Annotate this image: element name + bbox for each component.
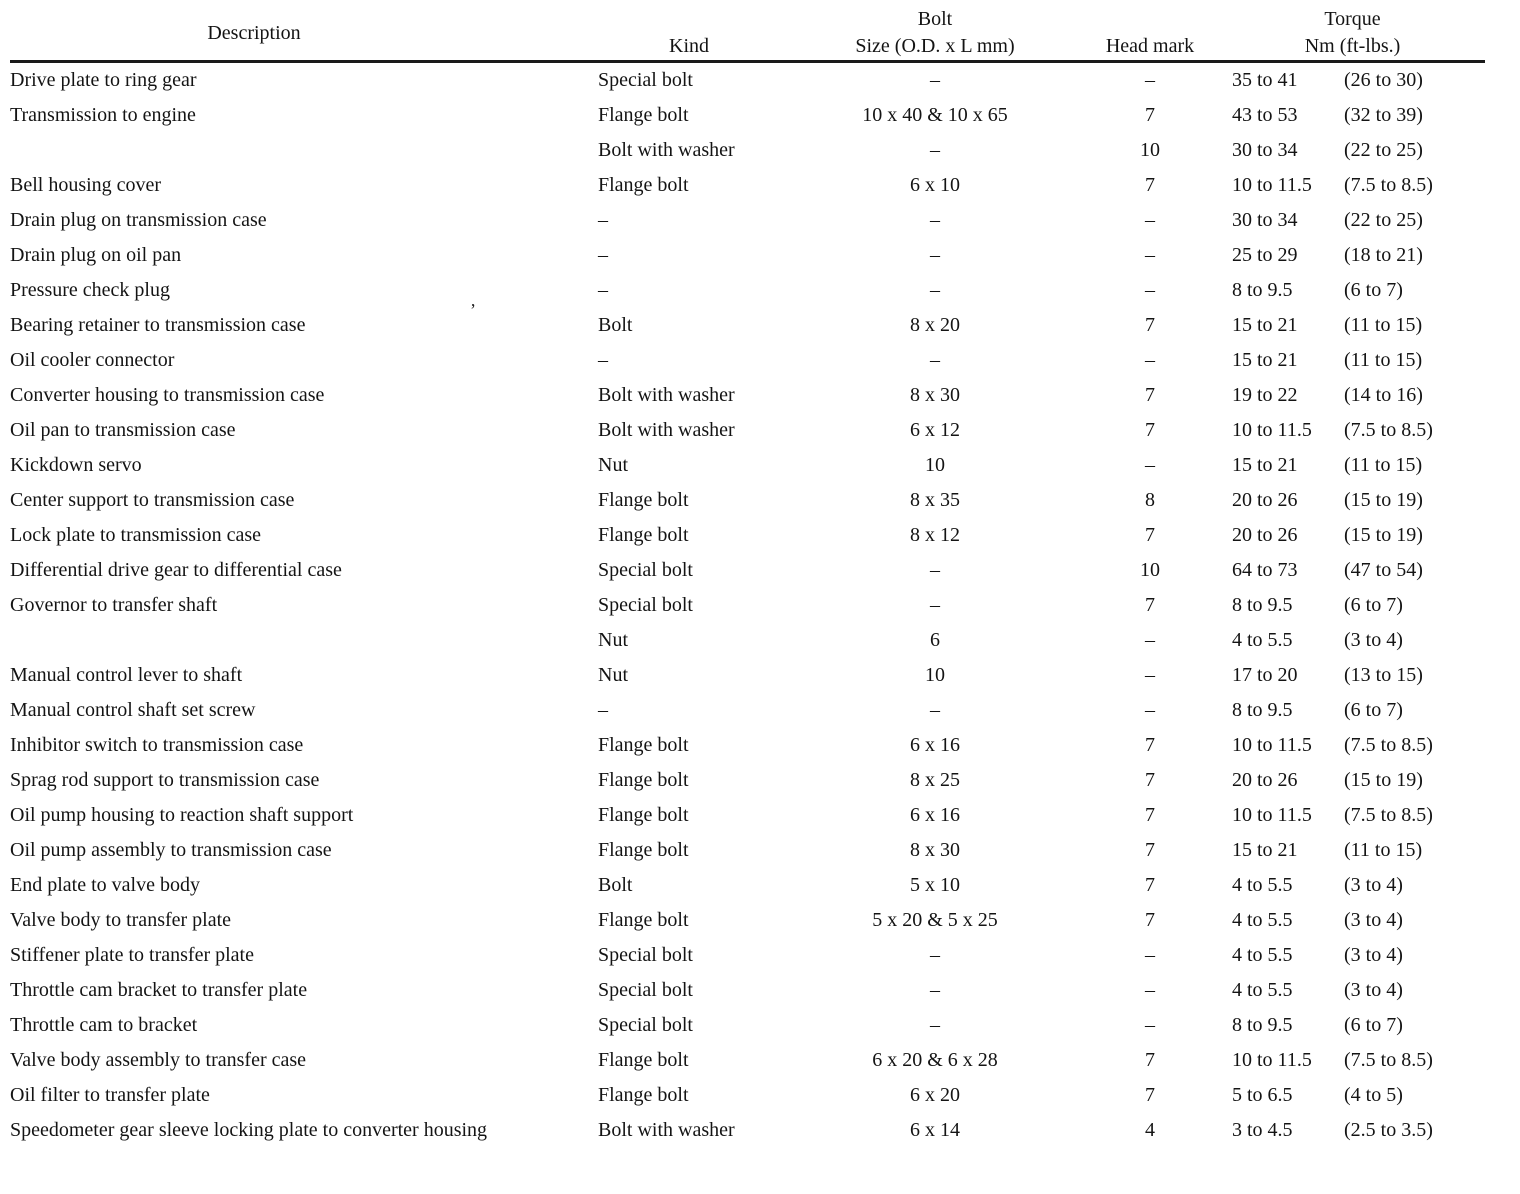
torque-nm-value: 10 to 11.5 <box>1232 419 1312 441</box>
table-row <box>10 658 1485 693</box>
torque-ftlbs-value: (7.5 to 8.5) <box>1344 804 1433 826</box>
torque-spec-table <box>10 6 1485 1148</box>
cell-torque <box>1220 448 1485 483</box>
cell-kind: Flange bolt <box>598 1084 689 1106</box>
cell-head-mark: 7 <box>1145 839 1155 861</box>
cell-description: Oil cooler connector <box>10 349 175 371</box>
cell-head-mark: 7 <box>1145 174 1155 196</box>
cell-kind: Special bolt <box>598 594 693 616</box>
cell-head-mark: 7 <box>1145 104 1155 126</box>
cell-head-mark: – <box>1145 664 1155 686</box>
cell-head-mark: 7 <box>1145 804 1155 826</box>
column-header-head-mark: Head mark <box>1105 35 1195 57</box>
cell-size: 6 x 12 <box>910 419 960 441</box>
torque-nm-value: 10 to 11.5 <box>1232 734 1312 756</box>
cell-kind: Flange bolt <box>598 804 689 826</box>
cell-head-mark: 4 <box>1145 1119 1155 1141</box>
cell-size: 5 x 20 & 5 x 25 <box>872 909 998 931</box>
cell-torque <box>1220 413 1485 448</box>
cell-size: – <box>930 209 940 231</box>
cell-size: 8 x 30 <box>910 839 960 861</box>
torque-nm-value: 3 to 4.5 <box>1232 1119 1293 1141</box>
cell-torque <box>1220 623 1485 658</box>
cell-description: Kickdown servo <box>10 454 142 476</box>
cell-head-mark: 7 <box>1145 769 1155 791</box>
cell-head-mark: 7 <box>1145 1049 1155 1071</box>
torque-ftlbs-value: (7.5 to 8.5) <box>1344 419 1433 441</box>
cell-torque <box>1220 1113 1485 1148</box>
torque-ftlbs-value: (11 to 15) <box>1344 349 1423 371</box>
torque-ftlbs-value: (6 to 7) <box>1344 594 1403 616</box>
torque-nm-value: 4 to 5.5 <box>1232 909 1293 931</box>
torque-ftlbs-value: (32 to 39) <box>1344 104 1423 126</box>
cell-head-mark: 7 <box>1145 384 1155 406</box>
cell-torque <box>1220 273 1485 308</box>
cell-description: Governor to transfer shaft <box>10 594 218 616</box>
cell-head-mark: 7 <box>1145 594 1155 616</box>
torque-nm-value: 35 to 41 <box>1232 69 1298 91</box>
cell-kind: – <box>598 244 608 266</box>
cell-description: Center support to transmission case <box>10 489 295 511</box>
column-header-kind: Kind <box>669 35 709 57</box>
cell-size: 10 <box>925 664 945 686</box>
torque-ftlbs-value: (6 to 7) <box>1344 279 1403 301</box>
cell-head-mark: 7 <box>1145 734 1155 756</box>
cell-kind: Special bolt <box>598 1014 693 1036</box>
cell-description: Oil pump housing to reaction shaft support <box>10 804 354 826</box>
cell-head-mark: 7 <box>1145 874 1155 896</box>
cell-description: Bearing retainer to transmission case <box>10 314 306 336</box>
cell-torque <box>1220 168 1485 203</box>
cell-description: Manual control shaft set screw <box>10 699 256 721</box>
cell-size: – <box>930 699 940 721</box>
cell-kind: Nut <box>598 629 628 651</box>
cell-size: – <box>930 349 940 371</box>
cell-description: Stiffener plate to transfer plate <box>10 944 254 966</box>
torque-nm-value: 8 to 9.5 <box>1232 594 1293 616</box>
torque-nm-value: 4 to 5.5 <box>1232 629 1293 651</box>
table-row <box>10 448 1485 483</box>
torque-nm-value: 10 to 11.5 <box>1232 804 1312 826</box>
cell-head-mark: 7 <box>1145 419 1155 441</box>
cell-torque <box>1220 973 1485 1008</box>
cell-size: 6 x 20 <box>910 1084 960 1106</box>
cell-torque <box>1220 308 1485 343</box>
table-row <box>10 273 1485 308</box>
table-row <box>10 553 1485 588</box>
cell-head-mark: 8 <box>1145 489 1155 511</box>
cell-head-mark: – <box>1145 349 1155 371</box>
cell-torque <box>1220 763 1485 798</box>
torque-nm-value: 15 to 21 <box>1232 349 1298 371</box>
torque-ftlbs-value: (22 to 25) <box>1344 139 1423 161</box>
cell-description: Drain plug on transmission case <box>10 209 267 231</box>
cell-kind: Bolt with washer <box>598 139 735 161</box>
cell-torque <box>1220 238 1485 273</box>
cell-size: 8 x 12 <box>910 524 960 546</box>
cell-head-mark: – <box>1145 244 1155 266</box>
cell-head-mark: – <box>1145 454 1155 476</box>
torque-nm-value: 20 to 26 <box>1232 489 1298 511</box>
torque-nm-value: 17 to 20 <box>1232 664 1298 686</box>
torque-ftlbs-value: (4 to 5) <box>1344 1084 1403 1106</box>
torque-ftlbs-value: (13 to 15) <box>1344 664 1423 686</box>
table-row <box>10 798 1485 833</box>
cell-description: Oil pump assembly to transmission case <box>10 839 332 861</box>
cell-torque <box>1220 518 1485 553</box>
torque-ftlbs-value: (7.5 to 8.5) <box>1344 1049 1433 1071</box>
cell-size: 6 x 14 <box>910 1119 960 1141</box>
table-body <box>10 62 1485 1149</box>
torque-ftlbs-value: (11 to 15) <box>1344 454 1423 476</box>
cell-description: Speedometer gear sleeve locking plate to converter housing <box>10 1119 488 1141</box>
torque-ftlbs-value: (15 to 19) <box>1344 524 1423 546</box>
cell-description: Oil filter to transfer plate <box>10 1084 210 1106</box>
table-row <box>10 483 1485 518</box>
cell-size: 8 x 30 <box>910 384 960 406</box>
cell-torque <box>1220 693 1485 728</box>
table-row <box>10 413 1485 448</box>
cell-torque <box>1220 378 1485 413</box>
column-header-description: Description <box>207 21 301 44</box>
cell-kind: Flange bolt <box>598 524 689 546</box>
torque-nm-value: 43 to 53 <box>1232 104 1298 126</box>
cell-description: Valve body assembly to transfer case <box>10 1049 307 1071</box>
table-row <box>10 693 1485 728</box>
cell-size: – <box>930 69 940 91</box>
torque-ftlbs-value: (7.5 to 8.5) <box>1344 734 1433 756</box>
cell-kind: – <box>598 349 608 371</box>
torque-ftlbs-value: (15 to 19) <box>1344 489 1423 511</box>
column-header-size: Size (O.D. x L mm) <box>855 35 1015 57</box>
torque-nm-value: 20 to 26 <box>1232 769 1298 791</box>
torque-nm-value: 30 to 34 <box>1232 139 1298 161</box>
cell-description: Bell housing cover <box>10 174 162 196</box>
cell-torque <box>1220 728 1485 763</box>
table-row <box>10 623 1485 658</box>
cell-size: – <box>930 244 940 266</box>
cell-head-mark: 7 <box>1145 1084 1155 1106</box>
column-header-spacer <box>1080 6 1220 33</box>
torque-ftlbs-value: (11 to 15) <box>1344 314 1423 336</box>
torque-ftlbs-value: (3 to 4) <box>1344 979 1403 1001</box>
cell-kind: Bolt <box>598 874 633 896</box>
cell-description: Valve body to transfer plate <box>10 909 232 931</box>
table-row <box>10 343 1485 378</box>
torque-nm-value: 8 to 9.5 <box>1232 699 1293 721</box>
cell-torque <box>1220 588 1485 623</box>
torque-ftlbs-value: (22 to 25) <box>1344 209 1423 231</box>
cell-torque <box>1220 938 1485 973</box>
cell-head-mark: – <box>1145 209 1155 231</box>
table-row <box>10 203 1485 238</box>
table-row <box>10 763 1485 798</box>
cell-size: 6 x 16 <box>910 734 960 756</box>
torque-nm-value: 30 to 34 <box>1232 209 1298 231</box>
torque-ftlbs-value: (11 to 15) <box>1344 839 1423 861</box>
table-row <box>10 1078 1485 1113</box>
cell-size: 6 x 16 <box>910 804 960 826</box>
cell-torque <box>1220 203 1485 238</box>
cell-kind: – <box>598 209 608 231</box>
table-row <box>10 973 1485 1008</box>
cell-size: 6 x 20 & 6 x 28 <box>872 1049 998 1071</box>
cell-size: – <box>930 279 940 301</box>
table-header <box>10 6 1485 62</box>
column-group-header-bolt: Bolt <box>917 8 953 30</box>
table-row <box>10 903 1485 938</box>
torque-nm-value: 8 to 9.5 <box>1232 279 1293 301</box>
column-group-header-torque: Torque <box>1324 8 1381 30</box>
cell-torque <box>1220 798 1485 833</box>
table-row <box>10 238 1485 273</box>
cell-torque <box>1220 903 1485 938</box>
cell-torque <box>1220 553 1485 588</box>
cell-description: Oil pan to transmission case <box>10 419 236 441</box>
torque-nm-value: 4 to 5.5 <box>1232 874 1293 896</box>
table-row <box>10 378 1485 413</box>
torque-nm-value: 5 to 6.5 <box>1232 1084 1293 1106</box>
cell-size: 8 x 25 <box>910 769 960 791</box>
cell-kind: Flange bolt <box>598 1049 689 1071</box>
table-row <box>10 588 1485 623</box>
cell-kind: Special bolt <box>598 944 693 966</box>
cell-description <box>10 623 588 658</box>
torque-ftlbs-value: (2.5 to 3.5) <box>1344 1119 1433 1141</box>
cell-kind: – <box>598 699 608 721</box>
cell-description: Throttle cam to bracket <box>10 1014 198 1036</box>
torque-ftlbs-value: (6 to 7) <box>1344 1014 1403 1036</box>
cell-description: Throttle cam bracket to transfer plate <box>10 979 308 1001</box>
cell-torque <box>1220 1043 1485 1078</box>
torque-nm-value: 4 to 5.5 <box>1232 944 1293 966</box>
cell-torque <box>1220 133 1485 168</box>
torque-ftlbs-value: (3 to 4) <box>1344 909 1403 931</box>
torque-nm-value: 19 to 22 <box>1232 384 1298 406</box>
cell-kind: Flange bolt <box>598 104 689 126</box>
cell-description: Inhibitor switch to transmission case <box>10 734 304 756</box>
torque-nm-value: 10 to 11.5 <box>1232 1049 1312 1071</box>
cell-size: 8 x 35 <box>910 489 960 511</box>
cell-torque <box>1220 868 1485 903</box>
cell-head-mark: – <box>1145 944 1155 966</box>
cell-size: 6 x 10 <box>910 174 960 196</box>
torque-ftlbs-value: (3 to 4) <box>1344 944 1403 966</box>
cell-head-mark: – <box>1145 629 1155 651</box>
torque-nm-value: 20 to 26 <box>1232 524 1298 546</box>
torque-ftlbs-value: (18 to 21) <box>1344 244 1423 266</box>
cell-head-mark: – <box>1145 69 1155 91</box>
cell-kind: Nut <box>598 454 628 476</box>
torque-ftlbs-value: (3 to 4) <box>1344 629 1403 651</box>
cell-size: – <box>930 594 940 616</box>
table-row <box>10 868 1485 903</box>
torque-ftlbs-value: (14 to 16) <box>1344 384 1423 406</box>
cell-head-mark: 7 <box>1145 314 1155 336</box>
cell-head-mark: – <box>1145 1014 1155 1036</box>
torque-nm-value: 15 to 21 <box>1232 454 1298 476</box>
cell-size: 10 x 40 & 10 x 65 <box>862 104 1008 126</box>
table-row <box>10 98 1485 133</box>
cell-kind: Flange bolt <box>598 734 689 756</box>
scan-artifact-mark: ʼ <box>470 300 476 320</box>
cell-torque <box>1220 1008 1485 1043</box>
torque-nm-value: 15 to 21 <box>1232 839 1298 861</box>
column-header-torque-units: Nm (ft-lbs.) <box>1304 35 1401 57</box>
torque-nm-value: 10 to 11.5 <box>1232 174 1312 196</box>
cell-torque <box>1220 833 1485 868</box>
cell-description: Drain plug on oil pan <box>10 244 182 266</box>
torque-ftlbs-value: (6 to 7) <box>1344 699 1403 721</box>
cell-kind: Special bolt <box>598 559 693 581</box>
cell-head-mark: 10 <box>1140 559 1160 581</box>
cell-size: – <box>930 944 940 966</box>
table-row <box>10 1008 1485 1043</box>
cell-size: 6 <box>930 629 940 651</box>
torque-ftlbs-value: (3 to 4) <box>1344 874 1403 896</box>
cell-size: – <box>930 1014 940 1036</box>
column-header-spacer <box>588 6 790 33</box>
torque-ftlbs-value: (15 to 19) <box>1344 769 1423 791</box>
cell-kind: Flange bolt <box>598 489 689 511</box>
torque-nm-value: 4 to 5.5 <box>1232 979 1293 1001</box>
cell-description: Manual control lever to shaft <box>10 664 243 686</box>
table-row <box>10 833 1485 868</box>
cell-size: – <box>930 139 940 161</box>
torque-nm-value: 64 to 73 <box>1232 559 1298 581</box>
cell-kind: Special bolt <box>598 979 693 1001</box>
cell-description: Lock plate to transmission case <box>10 524 262 546</box>
cell-kind: Flange bolt <box>598 174 689 196</box>
cell-size: 5 x 10 <box>910 874 960 896</box>
cell-kind: Bolt with washer <box>598 419 735 441</box>
cell-description <box>10 133 588 168</box>
cell-kind: Nut <box>598 664 628 686</box>
cell-kind: Bolt with washer <box>598 384 735 406</box>
cell-torque <box>1220 483 1485 518</box>
cell-size: – <box>930 979 940 1001</box>
table-row <box>10 308 1485 343</box>
cell-kind: Flange bolt <box>598 839 689 861</box>
cell-kind: Flange bolt <box>598 769 689 791</box>
torque-nm-value: 25 to 29 <box>1232 244 1298 266</box>
cell-size: 8 x 20 <box>910 314 960 336</box>
torque-nm-value: 8 to 9.5 <box>1232 1014 1293 1036</box>
table-row <box>10 518 1485 553</box>
table-row <box>10 133 1485 168</box>
cell-head-mark: – <box>1145 699 1155 721</box>
cell-size: 10 <box>925 454 945 476</box>
table-row <box>10 728 1485 763</box>
cell-description: Pressure check plug <box>10 279 170 301</box>
cell-head-mark: – <box>1145 279 1155 301</box>
cell-kind: – <box>598 279 608 301</box>
table-row <box>10 1113 1485 1148</box>
torque-nm-value: 15 to 21 <box>1232 314 1298 336</box>
cell-description: Sprag rod support to transmission case <box>10 769 320 791</box>
cell-description: Differential drive gear to differential case <box>10 559 342 581</box>
cell-head-mark: – <box>1145 979 1155 1001</box>
cell-head-mark: 10 <box>1140 139 1160 161</box>
torque-ftlbs-value: (7.5 to 8.5) <box>1344 174 1433 196</box>
cell-head-mark: 7 <box>1145 909 1155 931</box>
table-row <box>10 1043 1485 1078</box>
cell-description: Transmission to engine <box>10 104 196 126</box>
cell-kind: Bolt <box>598 314 633 336</box>
cell-torque <box>1220 62 1485 99</box>
cell-kind: Flange bolt <box>598 909 689 931</box>
cell-torque <box>1220 1078 1485 1113</box>
torque-ftlbs-value: (47 to 54) <box>1344 559 1423 581</box>
cell-description: Converter housing to transmission case <box>10 384 325 406</box>
table-row <box>10 168 1485 203</box>
cell-torque <box>1220 98 1485 133</box>
cell-kind: Special bolt <box>598 69 693 91</box>
cell-head-mark: 7 <box>1145 524 1155 546</box>
cell-kind: Bolt with washer <box>598 1119 735 1141</box>
cell-description: Drive plate to ring gear <box>10 69 197 91</box>
cell-description: End plate to valve body <box>10 874 200 896</box>
table-row <box>10 938 1485 973</box>
table-row <box>10 62 1485 99</box>
cell-torque <box>1220 658 1485 693</box>
cell-torque <box>1220 343 1485 378</box>
torque-ftlbs-value: (26 to 30) <box>1344 69 1423 91</box>
cell-size: – <box>930 559 940 581</box>
